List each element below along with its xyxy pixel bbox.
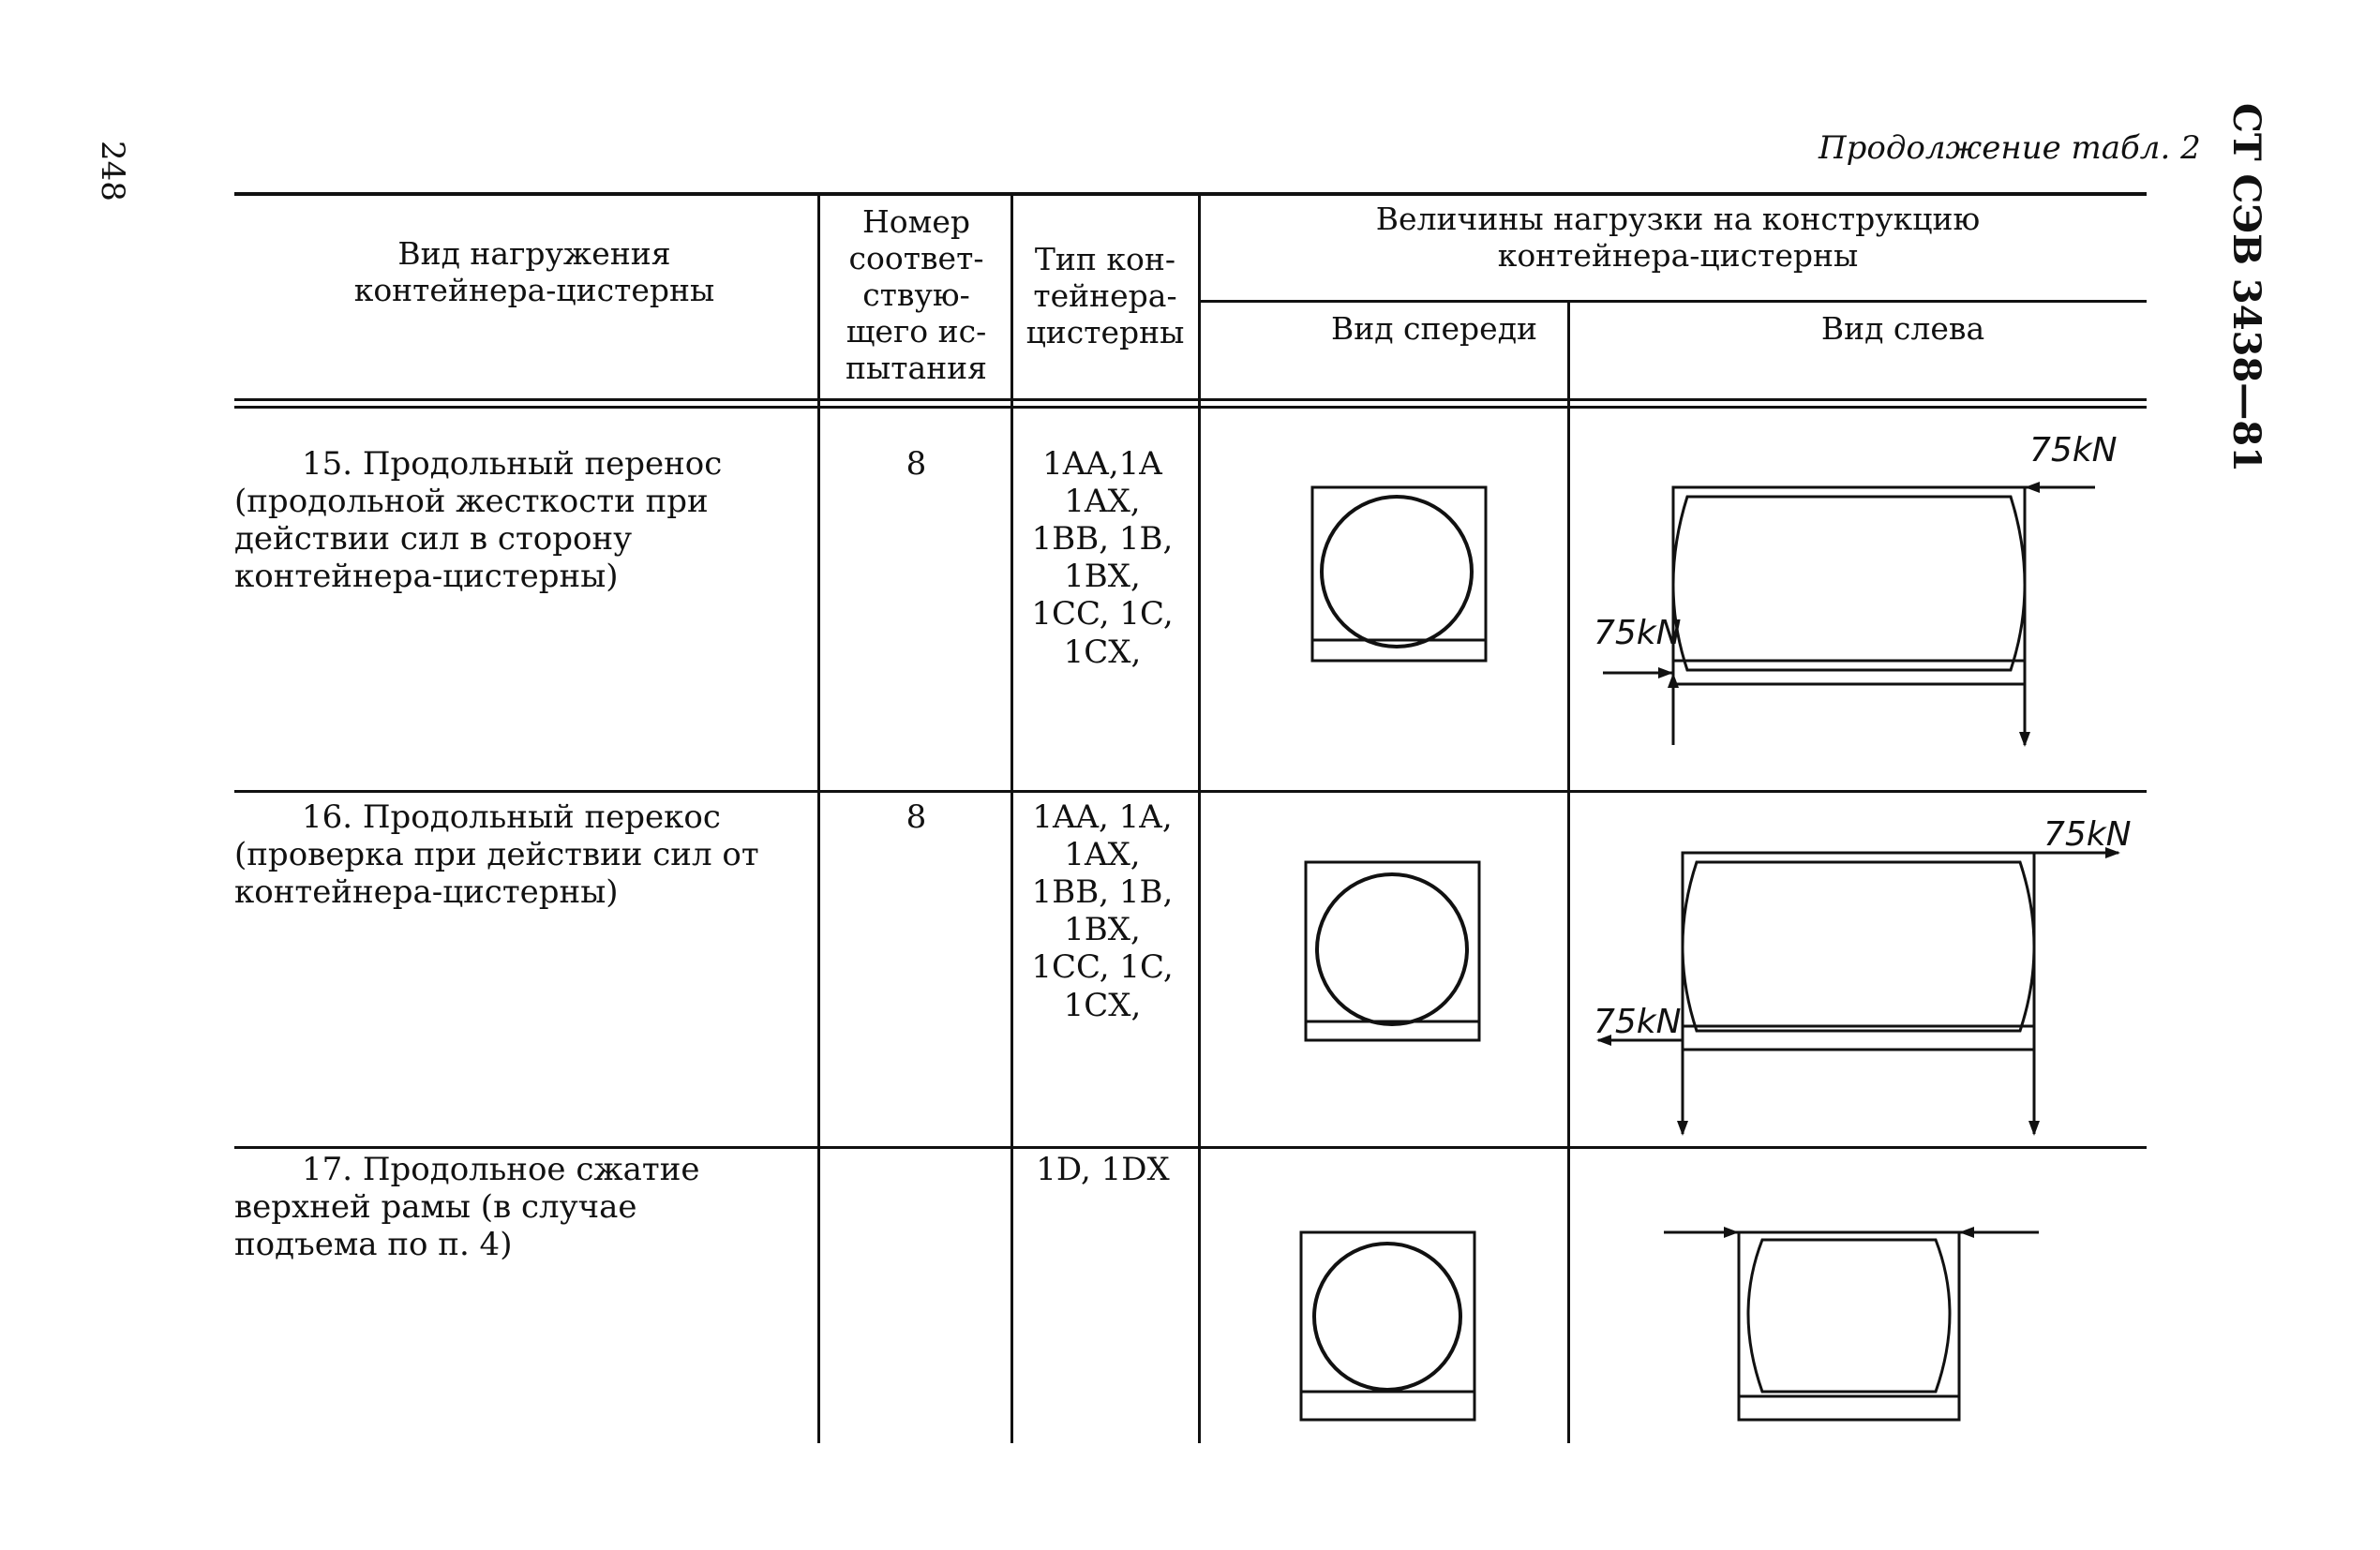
row-17-left-view-drawing (1650, 1214, 2062, 1429)
header-front-view: Вид спереди (1330, 310, 1538, 347)
header-load-type: Вид нагружения контейнера-цистерны (353, 235, 715, 308)
row-16-force-bottom: 75kN (1594, 1003, 1682, 1041)
row-16-load-type: 16. Продольный перекос (проверка при действии сил от контейнера-цистерны) (234, 798, 759, 912)
row-17-load-type: 17. Продольное сжатие верхней рамы (в случае подъема по п. 4) (234, 1151, 700, 1264)
header-test-number: Номер соответ-ствую-щего ис-пытания (846, 203, 987, 386)
row-15-left-view-drawing (1584, 436, 2128, 754)
header-left-view: Вид слева (1820, 310, 1985, 347)
row-16-front-view-drawing (1298, 857, 1486, 1045)
standard-code: СТ СЭВ 3438—81 (2224, 103, 2268, 472)
header-load-values: Величины нагрузки на конструкцию контейнера-цистерны (1375, 201, 1981, 274)
row-17-container-types: 1D, 1DX (1036, 1151, 1170, 1188)
row-15-force-top: 75kN (2029, 431, 2118, 469)
row-17-front-view-drawing (1294, 1228, 1481, 1424)
page-number: 248 (94, 141, 131, 201)
row-15-load-type: 15. Продольный перенос (продольной жесткости при действии сил в сторону контейнера-цистерны) (234, 445, 723, 596)
row-15-force-bottom: 75kN (1594, 614, 1682, 652)
row-15-container-types: 1AA,1A 1AX, 1BB, 1B, 1BX, 1CC, 1C, 1CX, (1031, 445, 1174, 671)
row-16-force-top: 75kN (2043, 815, 2132, 854)
header-container-type: Тип кон-тейнера-цистерны (1025, 241, 1185, 350)
row-15-test-number: 8 (906, 445, 927, 483)
row-16-left-view-drawing (1584, 825, 2147, 1143)
row-15-front-view-drawing (1303, 483, 1490, 670)
row-16-container-types: 1AA, 1A, 1AX, 1BB, 1B, 1BX, 1CC, 1C, 1CX, (1031, 798, 1174, 1024)
row-16-test-number: 8 (906, 798, 927, 836)
table-continuation-label: Продолжение табл. 2 (1819, 129, 2201, 167)
